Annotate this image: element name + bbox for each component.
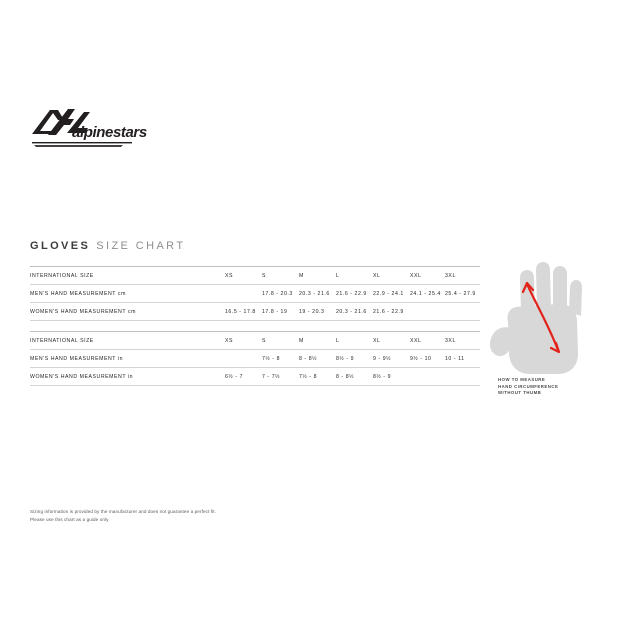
cell-womens-in-xxl bbox=[410, 368, 445, 385]
header-size-l-cm: L bbox=[336, 272, 340, 279]
row-label-mens-cm bbox=[30, 285, 225, 302]
cell-womens-in-xl: 8½ - 9 bbox=[373, 373, 392, 380]
cell-womens-cm-xs: 16.5 - 17.8 bbox=[225, 308, 256, 315]
cell-mens-cm-m: 20.3 - 21.6 bbox=[299, 290, 330, 297]
cell-womens-cm-s: 17.8 - 19 bbox=[262, 308, 288, 315]
cell-mens-cm-xs bbox=[225, 285, 262, 302]
table-header-row-in bbox=[30, 332, 480, 349]
how-to-measure-caption bbox=[498, 377, 558, 397]
how-to-measure-line1: HOW TO MEASURE bbox=[498, 377, 546, 382]
row-label-text: MEN'S HAND MEASUREMENT bbox=[30, 290, 116, 297]
table-row-mens-cm bbox=[30, 285, 480, 302]
table-rule bbox=[30, 385, 480, 386]
header-size-xl-cm: XL bbox=[373, 272, 381, 279]
alpinestars-logo bbox=[28, 104, 148, 160]
header-size-m-in: M bbox=[299, 337, 304, 344]
header-size-m-cm: M bbox=[299, 272, 304, 279]
how-to-measure-line3: WITHOUT THUMB bbox=[498, 390, 542, 396]
hand-silhouette bbox=[490, 262, 582, 374]
cell-womens-in-3xl bbox=[445, 368, 480, 385]
header-size-l-in: L bbox=[336, 337, 340, 344]
header-size-3xl-in: 3XL bbox=[445, 337, 456, 344]
cell-womens-cm-xxl bbox=[410, 303, 445, 320]
cell-mens-cm-l: 21.6 - 22.9 bbox=[336, 290, 367, 297]
cell-womens-in-l: 8 - 8½ bbox=[336, 373, 355, 380]
header-size-xxl-cm: XXL bbox=[410, 272, 422, 279]
cell-womens-in-m: 7½ - 8 bbox=[299, 373, 318, 380]
header-size-xs-cm: XS bbox=[225, 272, 234, 279]
row-unit: cm bbox=[117, 290, 126, 297]
row-label-text: WOMEN'S HAND MEASUREMENT bbox=[30, 308, 126, 315]
row-label-text: MEN'S HAND MEASUREMENT bbox=[30, 355, 116, 362]
cell-womens-in-s: 7 - 7½ bbox=[262, 373, 281, 380]
header-size-s-cm: S bbox=[262, 272, 267, 279]
page-title bbox=[30, 240, 185, 252]
header-size-3xl-cm: 3XL bbox=[445, 272, 456, 279]
cell-mens-in-m: 8 - 8½ bbox=[299, 355, 318, 362]
table-row-womens-cm bbox=[30, 303, 480, 320]
header-size-s-in: S bbox=[262, 337, 267, 344]
cell-mens-in-s: 7½ - 8 bbox=[262, 355, 281, 362]
cell-womens-cm-l: 20.3 - 21.6 bbox=[336, 308, 367, 315]
row-label-mens-in bbox=[30, 350, 225, 367]
cell-mens-cm-xxl: 24.1 - 25.4 bbox=[410, 290, 441, 297]
page-title-main: GLOVES bbox=[30, 240, 91, 252]
footnote-line1: Sizing information is provided by the manufacturer and does not guarantee a perfect fit. bbox=[30, 509, 217, 514]
cell-womens-cm-3xl bbox=[445, 303, 480, 320]
svg-text:alpinestars: alpinestars bbox=[72, 124, 147, 141]
how-to-measure-line2: HAND CIRCUMFERENCE bbox=[498, 383, 559, 389]
cell-mens-in-l: 8½ - 9 bbox=[336, 355, 355, 362]
cell-womens-cm-m: 19 - 20.3 bbox=[299, 308, 325, 315]
page-title-sub: SIZE CHART bbox=[96, 240, 186, 252]
row-unit: in bbox=[117, 355, 124, 362]
row-label-womens-cm bbox=[30, 303, 225, 320]
row-label-text: WOMEN'S HAND MEASUREMENT bbox=[30, 373, 126, 380]
header-size-xs-in: XS bbox=[225, 337, 234, 344]
cell-womens-in-xs: 6½ - 7 bbox=[225, 373, 244, 380]
header-international-size-cm: INTERNATIONAL SIZE bbox=[30, 272, 94, 279]
header-size-xl-in: XL bbox=[373, 337, 381, 344]
header-size-xxl-in: XXL bbox=[410, 337, 422, 344]
cell-womens-cm-xl: 21.6 - 22.9 bbox=[373, 308, 404, 315]
footnote bbox=[30, 508, 216, 524]
cell-mens-in-xl: 9 - 9½ bbox=[373, 355, 392, 362]
row-unit: cm bbox=[127, 308, 136, 315]
cell-mens-in-xs bbox=[225, 350, 262, 367]
cell-mens-cm-3xl: 25.4 - 27.9 bbox=[445, 290, 476, 297]
cell-mens-cm-s: 17.8 - 20.3 bbox=[262, 290, 293, 297]
table-row-womens-in bbox=[30, 368, 480, 385]
cell-mens-cm-xl: 22.9 - 24.1 bbox=[373, 290, 404, 297]
row-label-womens-in bbox=[30, 368, 225, 385]
footnote-line2: Please use this chart as a guide only bbox=[30, 516, 109, 522]
cell-mens-in-3xl: 10 - 11 bbox=[445, 355, 465, 362]
row-unit: in bbox=[127, 373, 134, 380]
table-row-mens-in bbox=[30, 350, 480, 367]
table-header-row-cm bbox=[30, 267, 480, 284]
header-international-size-in: INTERNATIONAL SIZE bbox=[30, 337, 94, 344]
size-chart-table bbox=[30, 266, 480, 386]
table-section-spacer bbox=[30, 321, 480, 331]
cell-mens-in-xxl: 9½ - 10 bbox=[410, 355, 432, 362]
